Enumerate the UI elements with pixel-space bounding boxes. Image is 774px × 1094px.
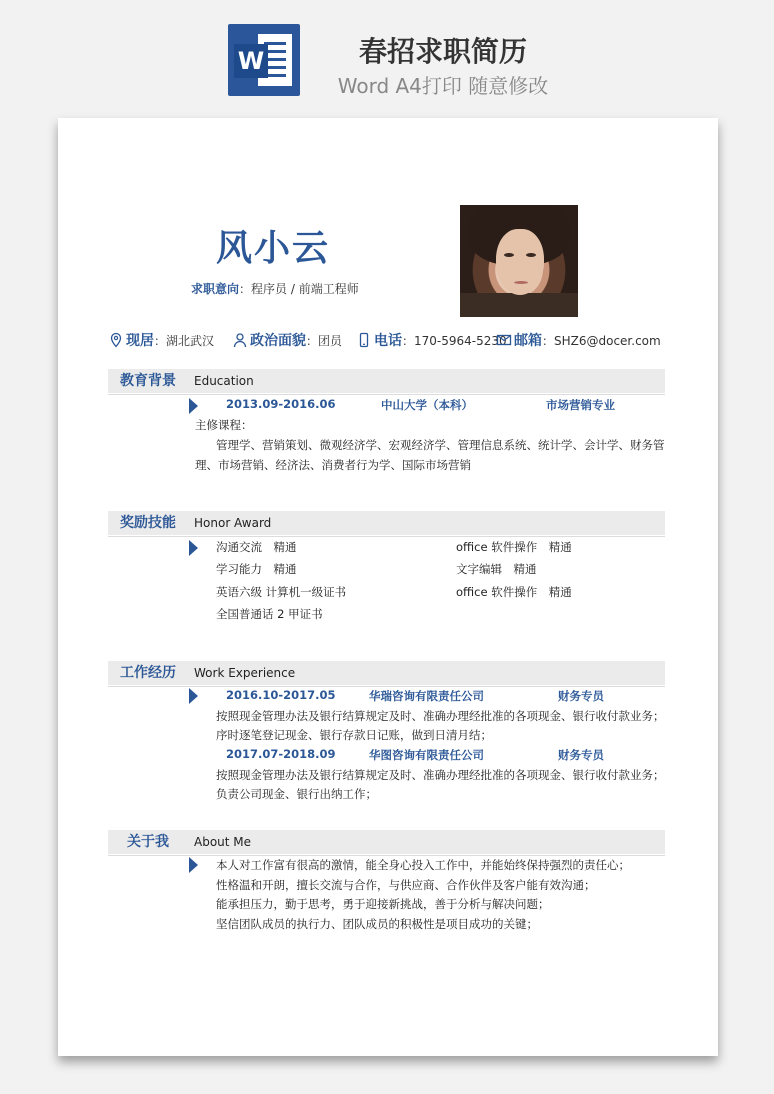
award-item: office 软件操作 精通 [456,585,572,599]
contact-politics [232,330,342,350]
job-company: 华图咨询有限责任公司 [369,748,484,762]
job-duty: 负责公司现金、银行出纳工作； [216,787,377,801]
contact-location [108,330,214,350]
resume-page [58,118,718,1056]
about-line: 本人对工作富有很高的激情，能全身心投入工作中，并能始终保持强烈的责任心； [216,858,630,872]
location-label: 现居 [126,333,154,349]
word-icon [228,24,300,96]
section-title-en: Education [194,374,254,388]
section-title-en: Work Experience [194,666,296,680]
section-title-en: About Me [194,835,252,849]
award-item: office 软件操作 精通 [456,540,572,554]
contact-email [496,330,661,350]
education-school: 中山大学（本科） [381,398,473,412]
job-intent-label: 求职意向 [191,282,240,296]
job-date: 2016.10-2017.05 [226,688,336,702]
job-date: 2017.07-2018.09 [226,747,336,761]
job-intent-value: ：程序员 / 前端工程师 [239,282,359,296]
location-pin-icon [108,332,124,348]
award-item: 沟通交流 精通 [216,540,297,554]
job-role: 财务专员 [558,689,604,703]
contact-row [108,330,708,352]
section-awards [108,511,665,535]
section-divider [108,855,665,856]
education-major: 市场营销专业 [546,398,615,412]
contact-phone [356,330,507,350]
job-duty: 按照现金管理办法及银行结算规定及时、准确办理经批准的各项现金、银行收付款业务； [216,768,665,782]
courses-line: 管理学、营销策划、微观经济学、宏观经济学、管理信息系统、统计学、会计学、财务管 [216,438,665,452]
award-item: 学习能力 精通 [216,562,297,576]
section-divider [108,686,665,687]
education-date: 2013.09-2016.06 [226,397,336,411]
email-label: 邮箱 [514,333,542,349]
about-line: 坚信团队成员的执行力、团队成员的积极性是项目成功的关键； [216,917,538,931]
location-value: ：湖北武汉 [154,333,215,348]
person-icon [232,332,248,348]
banner-subtitle: Word A4打印 随意修改 [337,74,549,98]
triangle-marker-icon [189,688,198,704]
award-item: 全国普通话 2 甲证书 [216,607,323,621]
politics-label: 政治面貌 [250,333,306,349]
courses-line: 理、市场营销、经济法、消费者行为学、国际市场营销 [195,458,471,472]
section-title-cn: 奖励技能 [120,515,176,531]
about-line: 性格温和开朗，擅长交流与合作，与供应商、合作伙伴及客户能有效沟通； [216,878,596,892]
phone-value: ：170-5964-5230 [402,333,507,348]
job-role: 财务专员 [558,748,604,762]
phone-icon [356,332,372,348]
email-icon [496,332,512,348]
top-banner [0,0,774,110]
job-intent [191,280,359,297]
banner-title: 春招求职简历 [358,35,527,68]
job-duty: 按照现金管理办法及银行结算规定及时、准确办理经批准的各项现金、银行收付款业务； [216,709,665,723]
phone-label: 电话 [374,333,402,349]
section-work [108,661,665,685]
profile-photo [460,205,578,317]
section-about [108,830,665,854]
section-title-cn: 关于我 [127,834,169,850]
section-education [108,369,665,393]
politics-value: ：团员 [306,333,343,348]
section-divider [108,394,665,395]
section-title-cn: 教育背景 [120,373,176,389]
job-company: 华瑞咨询有限责任公司 [369,689,484,703]
section-title-cn: 工作经历 [120,665,176,681]
section-title-en: Honor Award [194,516,272,530]
triangle-marker-icon [189,857,198,873]
award-item: 文字编辑 精通 [456,562,537,576]
about-line: 能承担压力，勤于思考，勇于迎接新挑战，善于分析与解决问题； [216,897,550,911]
award-item: 英语六级 计算机一级证书 [216,585,347,599]
job-duty: 序时逐笔登记现金、银行存款日记账，做到日清月结； [216,728,492,742]
email-value: ：SHZ6@docer.com [542,333,661,348]
section-divider [108,536,665,537]
candidate-name: 风小云 [216,228,331,269]
triangle-marker-icon [189,540,198,556]
courses-label: 主修课程： [195,418,253,432]
word-letter: W [234,44,268,78]
triangle-marker-icon [189,398,198,414]
